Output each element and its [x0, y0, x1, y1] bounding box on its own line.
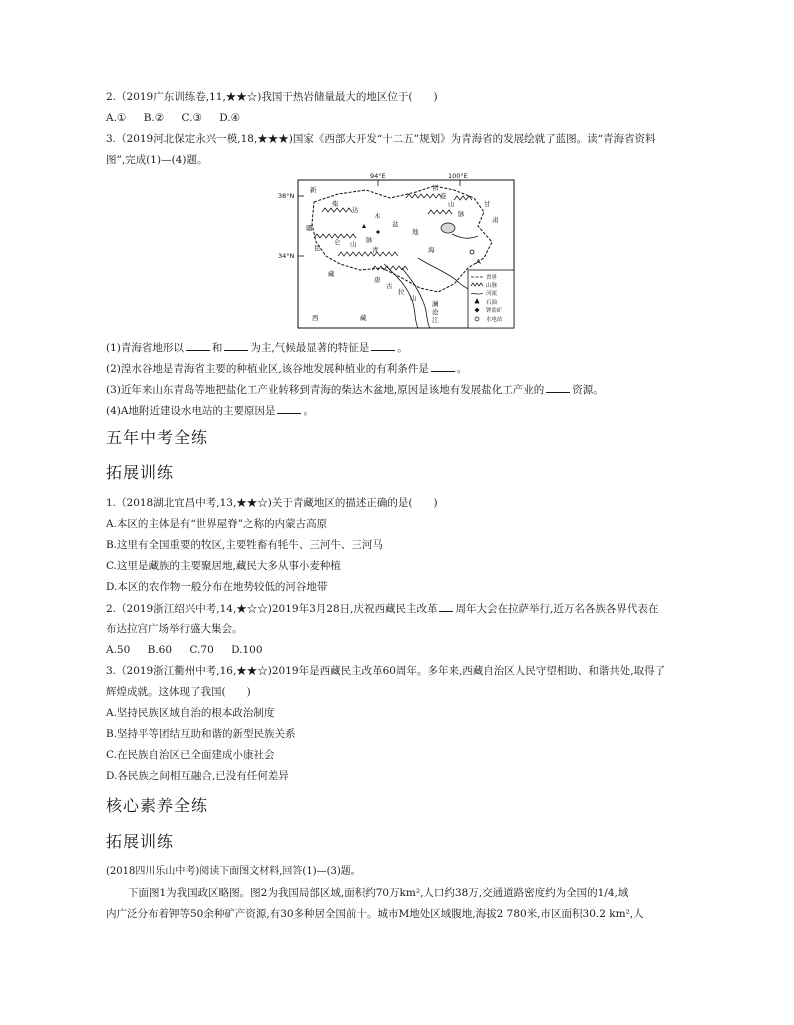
option[interactable]: B.这里有全国重要的牧区,主要牲畜有牦牛、三河牛、三河马	[106, 539, 383, 551]
map-label: 达	[352, 206, 359, 214]
option[interactable]: A.本区的主体是有“世界屋脊”之称的内蒙古高原	[106, 518, 328, 530]
map-label: 仑	[334, 238, 341, 246]
option[interactable]: D.本区的农作物一般分布在地势较低的河谷地带	[106, 581, 328, 593]
legend-label: 钾盐矿	[486, 308, 503, 314]
map-label: 脉	[458, 210, 465, 218]
option[interactable]: D.各民族之间相互融合,已没有任何差异	[106, 770, 289, 782]
map-label: 西	[312, 314, 319, 322]
map-label: 山	[350, 240, 357, 248]
legend-label: 山脉	[486, 283, 498, 289]
lon-label: 100°E	[448, 172, 468, 180]
legend-label: 石油	[486, 300, 498, 306]
s2-paragraph-line1: 下面图1为我国政区略图。图2为我国局部区域,面积约70万km²,人口约38万,交通道路密度约为全国的1/4,域	[128, 887, 629, 899]
map-label: 柴	[332, 200, 339, 208]
map-label: 古	[386, 282, 393, 290]
question-3-line1: 3.（2019河北保定永兴一模,18,★★★)国家《西部大开发“十二五”规划》为青海省的发展绘就了蓝图。读“青海省资料	[106, 133, 656, 145]
lat-label: 38°N	[278, 192, 295, 200]
map-label-a: A	[476, 258, 481, 266]
map-label: 沧	[432, 308, 439, 316]
option[interactable]: D.④	[219, 112, 241, 124]
map-label: 连	[440, 192, 447, 200]
map-label: 祁	[432, 184, 439, 192]
map-label: 脉	[366, 236, 373, 244]
map-label: 藏	[360, 314, 367, 322]
option[interactable]: D.100	[231, 644, 263, 656]
lat-label: 34°N	[278, 252, 295, 260]
answer-blank[interactable]	[439, 601, 453, 612]
legend-label: 河流	[486, 291, 498, 297]
map-label: 昆	[314, 244, 321, 252]
legend-label: 省界	[486, 275, 498, 281]
option[interactable]: C.70	[189, 644, 214, 656]
answer-blank[interactable]	[224, 340, 248, 351]
s1-question-3-line1: 3.（2019浙江衢州中考,16,★★☆)2019年是西藏民主改革60周年。多年来,西藏自治区人民守望相助、和谐共处,取得了	[106, 665, 666, 677]
s1-question-1-text: 1.（2018湖北宜昌中考,13,★★☆)关于青藏地区的描述正确的是( )	[106, 497, 438, 509]
map-label: 藏	[328, 270, 335, 278]
sub-question-4: (4)A地附近建设水电站的主要原因是 。	[106, 405, 314, 417]
map-label: 疆	[306, 224, 313, 232]
map-label: 海	[428, 246, 435, 254]
map-label: 新	[310, 186, 317, 194]
qinghai-lake-icon	[441, 223, 455, 233]
lon-label: 94°E	[370, 172, 386, 180]
s1-question-2-line1: 2.（2019浙江绍兴中考,14,★☆☆)2019年3月28日,庆祝西藏民主改革 周年大会在拉萨举行,近万名各族各界代表在	[106, 603, 659, 615]
option[interactable]: A.50	[106, 644, 131, 656]
map-label: 澜	[432, 300, 439, 308]
section-subheading: 拓展训练	[106, 832, 175, 851]
map-label: 青	[372, 246, 379, 254]
option[interactable]: B.坚持平等团结互助和谐的新型民族关系	[106, 728, 296, 740]
map-label: 江	[432, 316, 439, 324]
map-label: 唐	[374, 276, 381, 284]
answer-blank[interactable]	[277, 403, 301, 414]
question-2-text: 2.（2019广东训练卷,11,★★☆)我国干热岩储量最大的地区位于( )	[106, 91, 438, 103]
section-heading: 核心素养全练	[106, 796, 209, 815]
option[interactable]: A.坚持民族区域自治的根本政治制度	[106, 707, 275, 719]
option[interactable]: C.③	[181, 112, 202, 124]
question-2-options	[106, 111, 254, 125]
map-label: 木	[374, 212, 381, 220]
sub-question-2: (2)湟水谷地是青海省主要的种植业区,该谷地发展种植业的有利条件是 。	[106, 363, 468, 375]
answer-blank[interactable]	[186, 340, 210, 351]
map-label: 山	[410, 294, 417, 302]
answer-blank[interactable]	[371, 340, 395, 351]
section-subheading: 拓展训练	[106, 463, 175, 482]
s1-question-3-line2: 辉煌成就。这体现了我国( )	[106, 686, 251, 698]
map-label: 盆	[392, 220, 399, 228]
s1-question-2-options	[106, 643, 277, 657]
s1-question-2-line2: 布达拉宫广场举行盛大集会。	[106, 623, 243, 635]
sub-question-3: (3)近年来山东青岛等地把盐化工产业转移到青海的柴达木盆地,原因是该地有发展盐化工产业的 资源。	[106, 384, 604, 396]
option[interactable]: C.在民族自治区已全面建成小康社会	[106, 749, 275, 761]
map-label: 地	[412, 228, 419, 236]
option[interactable]: B.60	[147, 644, 173, 656]
map-label: 甘	[484, 200, 491, 208]
map-label: 肃	[492, 216, 499, 224]
s2-paragraph-line2: 内广泛分布着钾等50余种矿产资源,有30多种居全国前十。城市M地处区域腹地,海拔2 780米,市区面积30.2 km²,人	[106, 908, 644, 920]
map-label: 山	[448, 200, 455, 208]
answer-blank[interactable]	[431, 361, 455, 372]
question-3-line2: 图”,完成(1)—(4)题。	[106, 154, 208, 166]
qinghai-map	[278, 172, 518, 332]
legend-label: 水电站	[486, 317, 503, 323]
section-heading: 五年中考全练	[106, 428, 209, 447]
option[interactable]: C.这里是藏族的主要聚居地,藏民大多从事小麦种植	[106, 560, 341, 572]
sub-question-1: (1)青海省地形以 和 为主,气候最显著的特征是 。	[106, 342, 408, 354]
qinghai-map-svg	[278, 172, 518, 332]
option[interactable]: A.①	[106, 112, 127, 124]
map-label: 拉	[398, 288, 405, 296]
answer-blank[interactable]	[546, 382, 570, 393]
s2-intro: (2018四川乐山中考)阅读下面图文材料,回答(1)—(3)题。	[106, 866, 361, 877]
option[interactable]: B.②	[143, 112, 165, 124]
